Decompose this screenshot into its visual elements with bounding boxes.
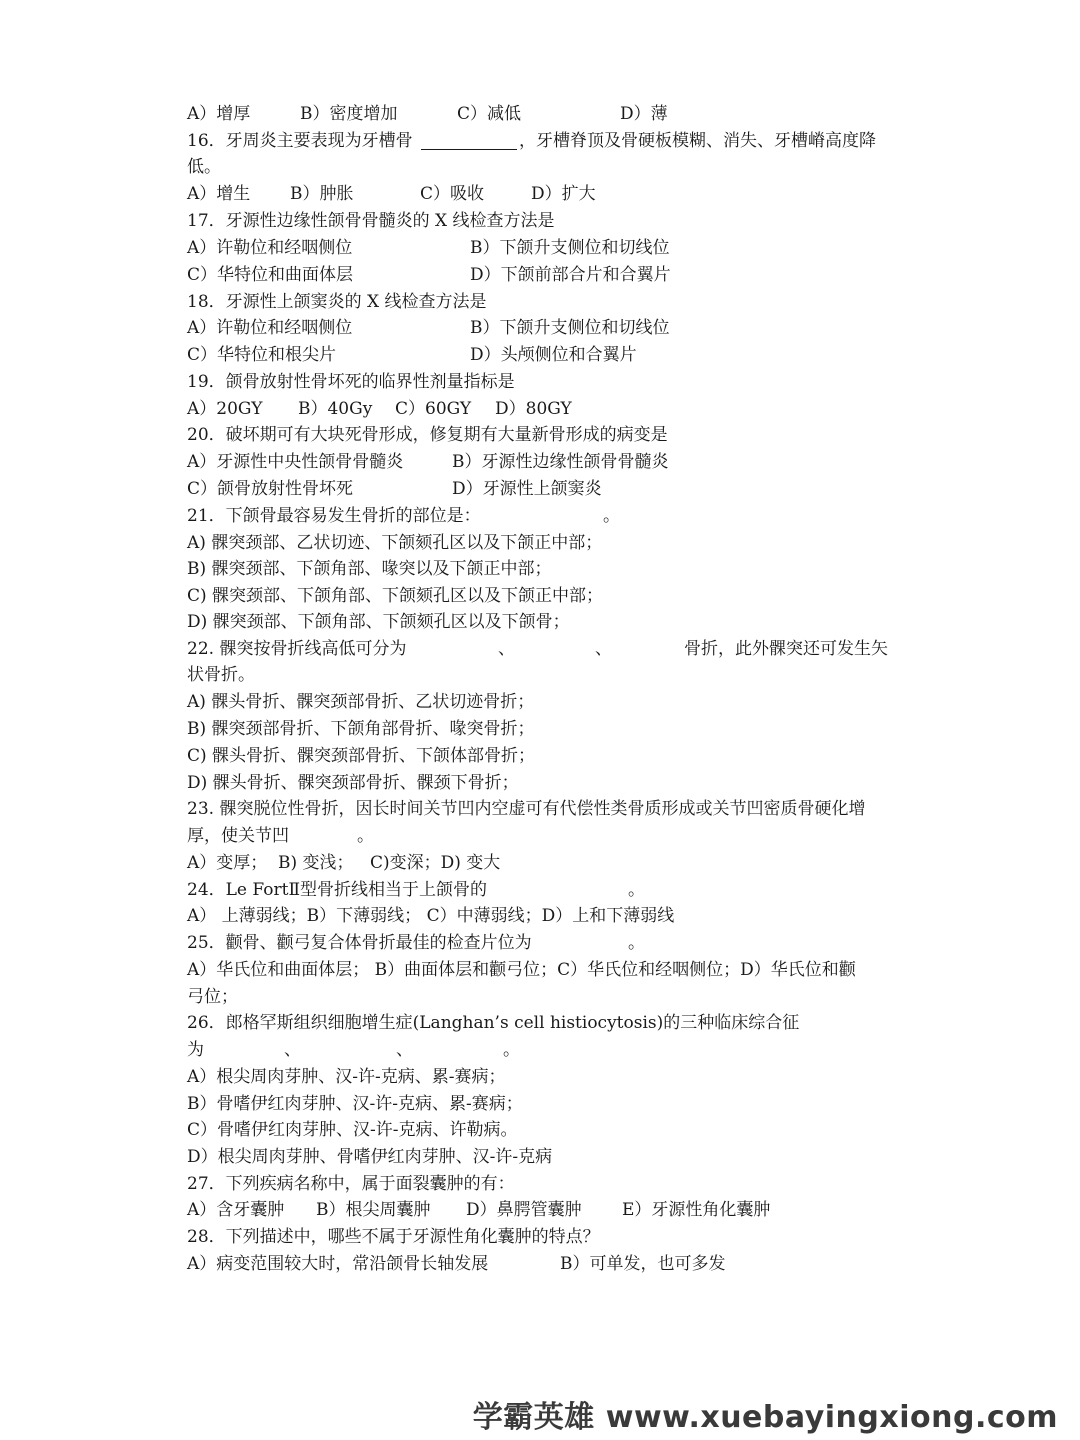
q18-question: 18．牙源性上颌窦炎的 X 线检查方法是	[187, 292, 487, 312]
q26-option-b: B）骨嗜伊红肉芽肿、汉-许-克病、累-赛病；	[187, 1094, 523, 1114]
q23-option-cd: C)变深；D) 变大	[370, 853, 501, 873]
q16-question-end: ，牙槽脊顶及骨硬板模糊、消失、牙槽嵴高度降	[519, 131, 876, 151]
q16-question-wrap: 低。	[187, 157, 221, 177]
q20-option-b: B）牙源性边缘性颌骨骨髓炎	[452, 452, 669, 472]
q16-option-d: D）扩大	[531, 184, 596, 204]
q22-separator-1: 、	[498, 639, 515, 659]
q19-option-a: A）20GY	[187, 399, 263, 419]
q22-question-wrap: 状骨折。	[187, 665, 255, 685]
q24-options: A） 上薄弱线；B）下薄弱线； C）中薄弱线；D）上和下薄弱线	[187, 906, 675, 926]
q26-separator-1: 、	[284, 1040, 301, 1060]
site-watermark: 学霸英雄 www.xuebayingxiong.com	[472, 1400, 1058, 1435]
q27-option-b: B）根尖周囊肿	[316, 1200, 431, 1220]
q22-separator-2: 、	[595, 639, 612, 659]
q22-option-a: A) 髁头骨折、髁突颈部骨折、乙状切迹骨折；	[187, 692, 535, 712]
q17-option-a: A）许勒位和经咽侧位	[187, 238, 353, 258]
q16-blank	[421, 133, 517, 150]
q18-option-b: B）下颌升支侧位和切线位	[470, 318, 670, 338]
q19-option-d: D）80GY	[495, 399, 572, 419]
q25-options: A）华氏位和曲面体层； B）曲面体层和颧弓位；C）华氏位和经咽侧位；D）华氏位和颧	[187, 960, 856, 980]
q15-option-d: D）薄	[620, 104, 668, 124]
q23-question: 23. 髁突脱位性骨折，因长时间关节凹内空虚可有代偿性类骨质形成或关节凹密质骨硬化增	[187, 799, 866, 819]
q23-option-b: B) 变浅；	[278, 853, 354, 873]
q17-option-d: D）下颌前部合片和合翼片	[470, 265, 671, 285]
q17-option-c: C）华特位和曲面体层	[187, 265, 354, 285]
q20-question: 20．破坏期可有大块死骨形成，修复期有大量新骨形成的病变是	[187, 425, 668, 445]
q26-option-d: D）根尖周肉芽肿、骨嗜伊红肉芽肿、汉-许-克病	[187, 1147, 553, 1167]
q18-option-d: D）头颅侧位和合翼片	[470, 345, 637, 365]
q19-question: 19．颌骨放射性骨坏死的临界性剂量指标是	[187, 372, 515, 392]
q16-question-start: 16．牙周炎主要表现为牙槽骨	[187, 131, 413, 151]
q27-option-a: A）含牙囊肿	[187, 1200, 285, 1220]
q27-question: 27．下列疾病名称中，属于面裂囊肿的有：	[187, 1174, 515, 1194]
q25-question: 25．颧骨、颧弓复合体骨折最佳的检查片位为	[187, 933, 532, 953]
q28-option-a: A）病变范围较大时，常沿颌骨长轴发展	[187, 1254, 489, 1274]
q20-option-d: D）牙源性上颌窦炎	[452, 479, 602, 499]
q18-option-c: C）华特位和根尖片	[187, 345, 337, 365]
q24-question: 24．Le FortⅡ型骨折线相当于上颌骨的	[187, 880, 487, 900]
q16-option-c: C）吸收	[420, 184, 485, 204]
q27-option-d: D）鼻腭管囊肿	[466, 1200, 582, 1220]
q17-question: 17．牙源性边缘性颌骨骨髓炎的 X 线检查方法是	[187, 211, 555, 231]
q22-question: 22. 髁突按骨折线高低可分为	[187, 639, 407, 659]
q26-question-end: 。	[503, 1040, 520, 1060]
q19-option-b: B）40Gy	[298, 399, 373, 419]
q23-question-end: 。	[357, 826, 374, 846]
q21-option-b: B) 髁突颈部、下颌角部、喙突以及下颌正中部；	[187, 559, 552, 579]
q15-option-b: B）密度增加	[300, 104, 398, 124]
q21-option-c: C) 髁突颈部、下颌角部、下颌颏孔区以及下颌正中部；	[187, 586, 604, 606]
q21-option-a: A) 髁突颈部、乙状切迹、下颌颏孔区以及下颌正中部；	[187, 533, 603, 553]
q21-question-end: 。	[603, 506, 620, 526]
q23-question-wrap: 厚，使关节凹	[187, 826, 289, 846]
q21-option-d: D) 髁突颈部、下颌角部、下颌颏孔区以及下颌骨；	[187, 612, 570, 632]
q26-option-c: C）骨嗜伊红肉芽肿、汉-许-克病、许勒病。	[187, 1120, 518, 1140]
q16-option-b: B）肿胀	[290, 184, 354, 204]
q26-separator-2: 、	[396, 1040, 413, 1060]
q26-question: 26．郎格罕斯组织细胞增生症(Langhan’s cell histiocytosis)的三种临床综合征	[187, 1013, 800, 1033]
q20-option-a: A）牙源性中央性颌骨骨髓炎	[187, 452, 404, 472]
q22-question-end: 骨折，此外髁突还可发生矢	[684, 639, 888, 659]
q20-option-c: C）颌骨放射性骨坏死	[187, 479, 354, 499]
q21-question: 21．下颌骨最容易发生骨折的部位是：	[187, 506, 481, 526]
q17-option-b: B）下颌升支侧位和切线位	[470, 238, 670, 258]
q16-option-a: A）增生	[187, 184, 251, 204]
q15-option-c: C）减低	[457, 104, 522, 124]
q25-question-end: 。	[628, 933, 645, 953]
q22-option-c: C) 髁头骨折、髁突颈部骨折、下颌体部骨折；	[187, 746, 536, 766]
q22-option-b: B) 髁突颈部骨折、下颌角部骨折、喙突骨折；	[187, 719, 535, 739]
q27-option-e: E）牙源性角化囊肿	[622, 1200, 771, 1220]
q26-option-a: A）根尖周肉芽肿、汉-许-克病、累-赛病；	[187, 1067, 506, 1087]
q15-option-a: A）增厚	[187, 104, 251, 124]
q22-option-d: D) 髁头骨折、髁突颈部骨折、髁颈下骨折；	[187, 773, 519, 793]
q26-question-wrap: 为	[187, 1040, 204, 1060]
q19-option-c: C）60GY	[395, 399, 472, 419]
q28-option-b: B）可单发，也可多发	[560, 1254, 726, 1274]
q28-question: 28．下列描述中，哪些不属于牙源性角化囊肿的特点？	[187, 1227, 600, 1247]
q25-options-wrap: 弓位；	[187, 987, 238, 1007]
q23-option-a: A）变厚；	[187, 853, 268, 873]
q18-option-a: A）许勒位和经咽侧位	[187, 318, 353, 338]
q24-question-end: 。	[628, 880, 645, 900]
